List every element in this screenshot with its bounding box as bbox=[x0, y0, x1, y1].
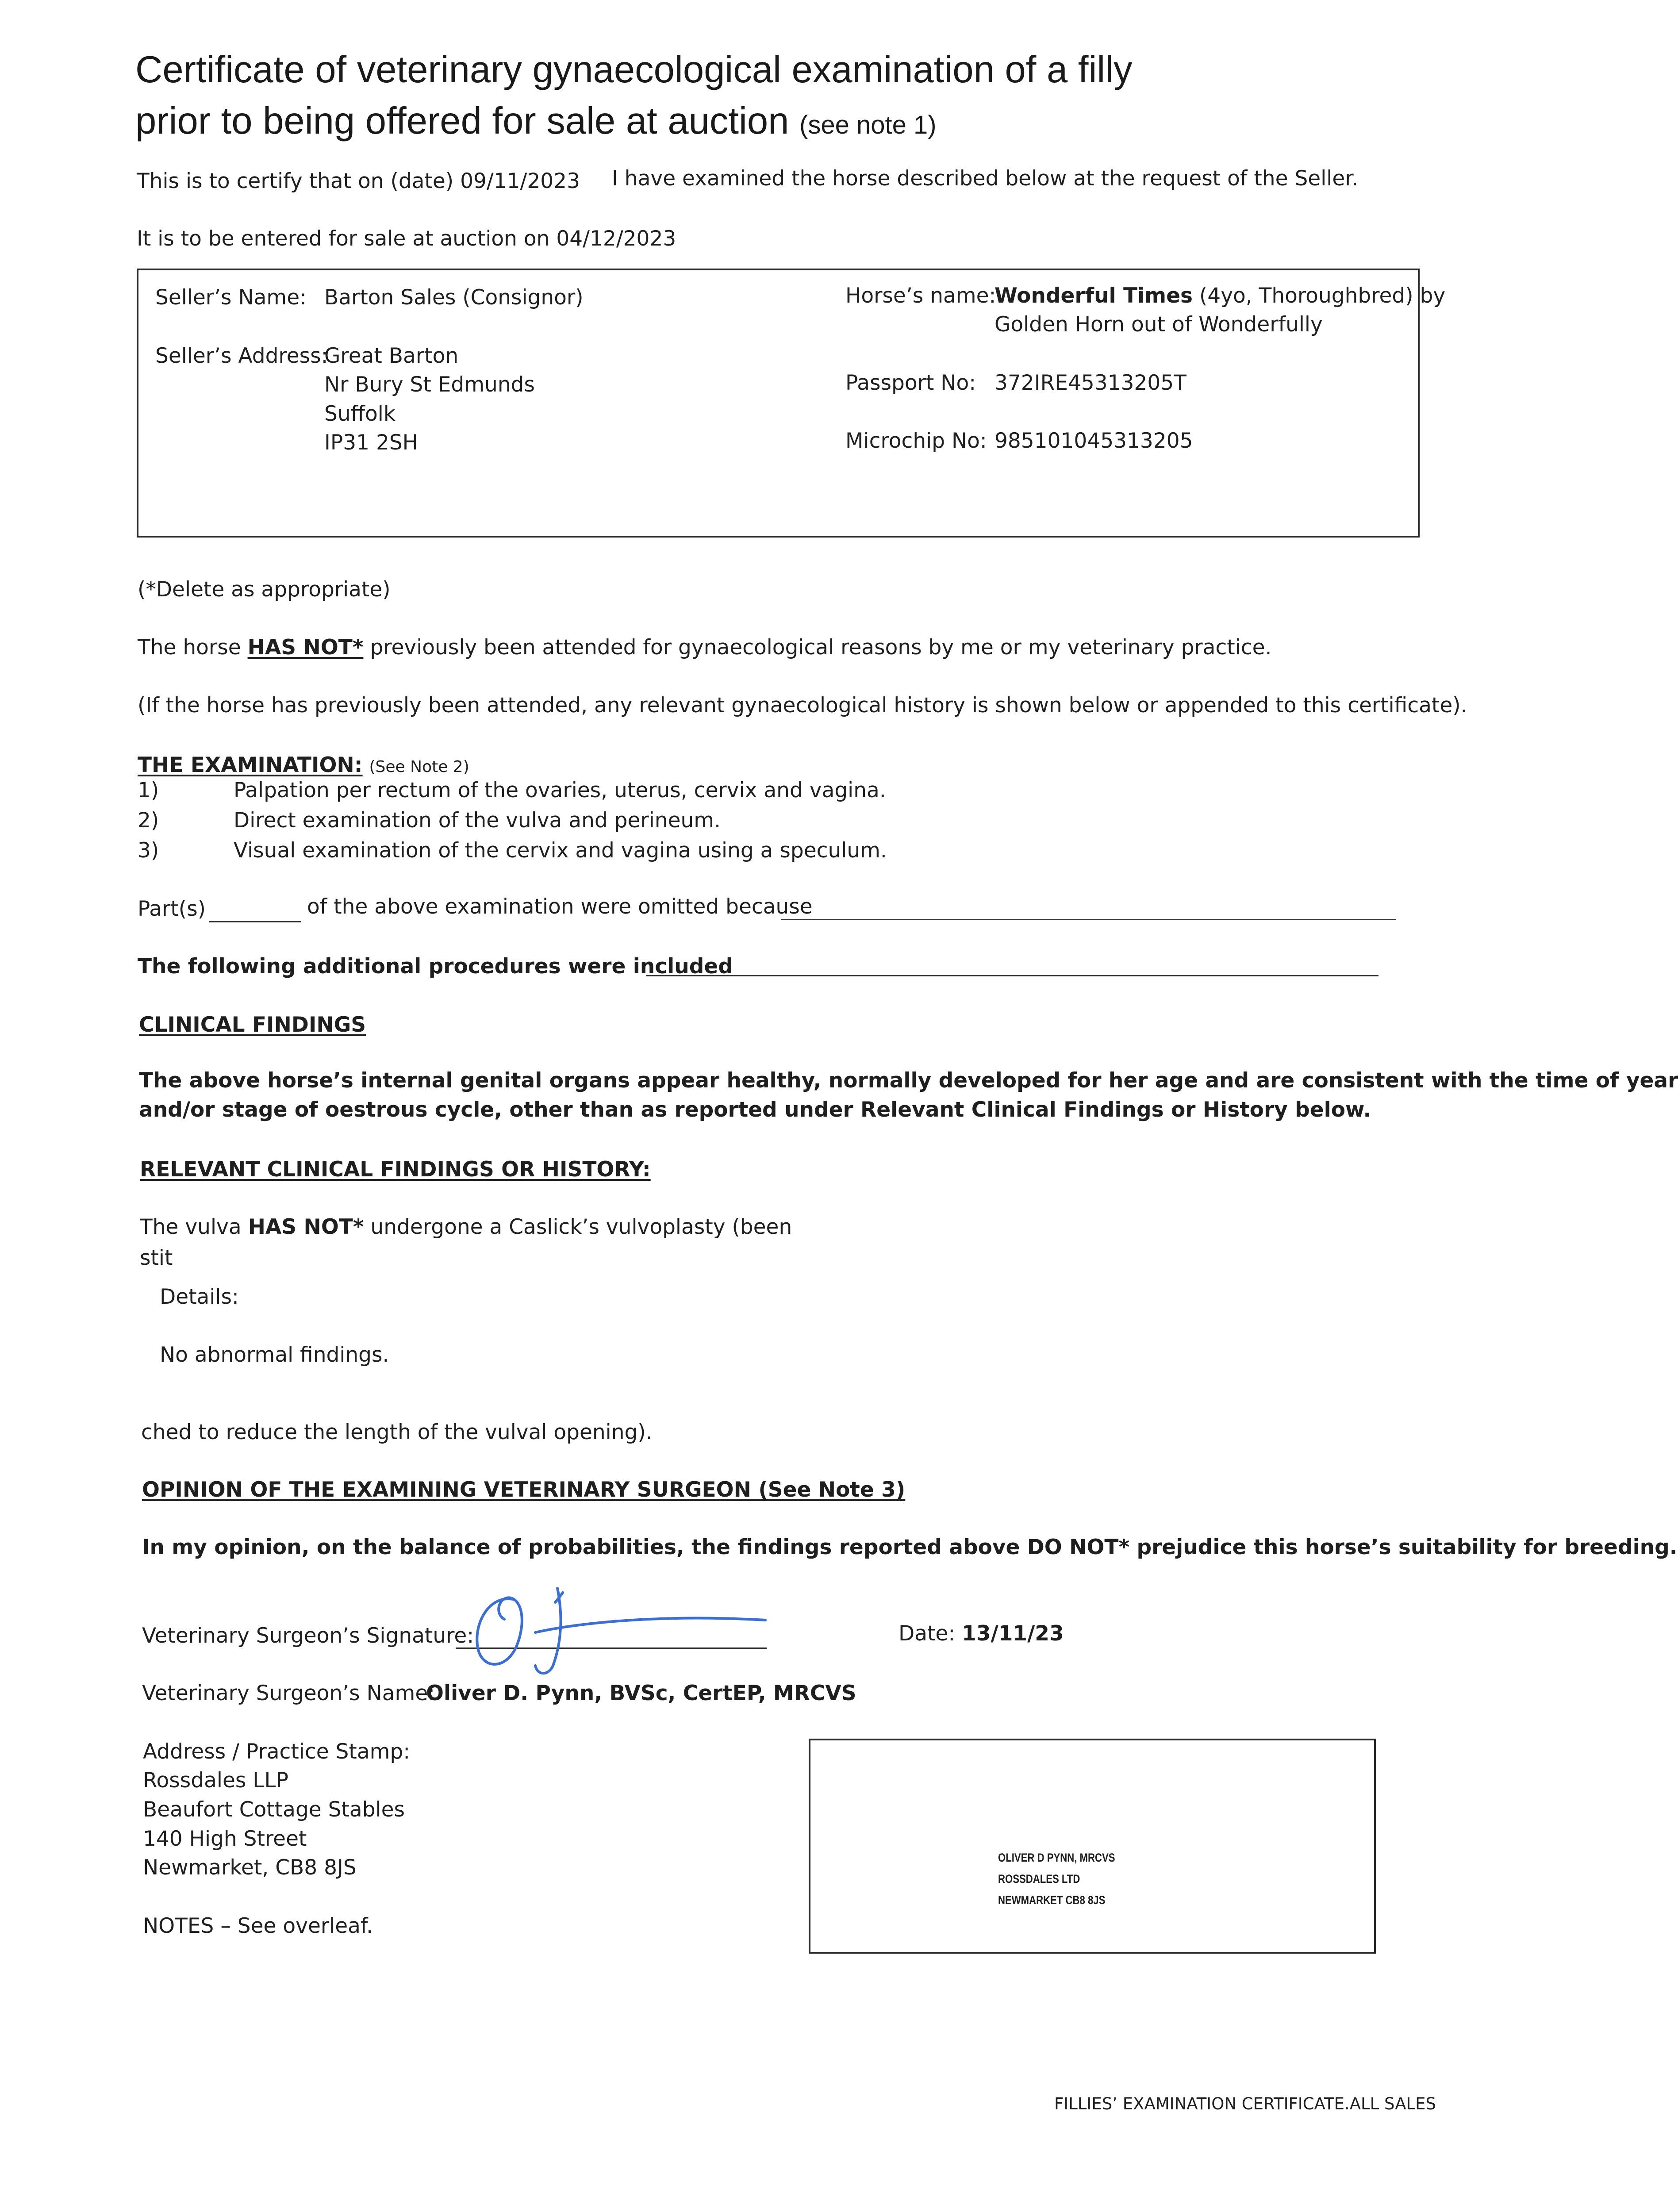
omitted-pre: Part(s) bbox=[138, 897, 206, 921]
opinion-heading: OPINION OF THE EXAMINING VETERINARY SURGEON (See Note 3) bbox=[142, 1478, 906, 1502]
passport-value: 372IRE45313205T bbox=[995, 371, 1187, 395]
details-value: No abnormal findings. bbox=[160, 1343, 389, 1367]
vulva-post: undergone a Caslick’s vulvoplasty (been bbox=[370, 1215, 792, 1239]
certify-request-text: I have examined the horse described below at the request of the Seller. bbox=[612, 166, 1359, 191]
opinion-status: DO NOT* bbox=[1027, 1535, 1130, 1559]
signature-label: Veterinary Surgeon’s Signature: bbox=[142, 1624, 474, 1648]
vet-name-value: Oliver D. Pynn, BVSc, CertEP, MRCVS bbox=[426, 1681, 856, 1705]
microchip-label: Microchip No: bbox=[845, 429, 987, 453]
attended-status: HAS NOT* bbox=[247, 635, 364, 660]
title-line-2-row bbox=[135, 96, 1133, 151]
omitted-reason-blank bbox=[781, 919, 1396, 920]
vulva-statement bbox=[140, 1214, 792, 1240]
address-line-1: Rossdales LLP bbox=[143, 1768, 289, 1793]
seller-name-value: Barton Sales (Consignor) bbox=[324, 285, 584, 310]
exam-item-2-text: Direct examination of the vulva and perineum. bbox=[234, 808, 721, 833]
notes-text: NOTES – See overleaf. bbox=[143, 1914, 373, 1938]
omitted-mid: of the above examination were omitted because bbox=[307, 895, 813, 919]
title-line-1: Certificate of veterinary gynaecological examination of a filly bbox=[135, 49, 1133, 91]
stamp-line-2: ROSSDALES LTD bbox=[998, 1872, 1080, 1886]
horse-name-label: Horse’s name: bbox=[845, 284, 996, 308]
horse-name-row bbox=[995, 283, 1445, 309]
horse-name-detail: (4yo, Thoroughbred) by bbox=[1199, 284, 1446, 308]
practice-stamp-box bbox=[809, 1739, 1376, 1954]
seller-address-line-1: Great Barton bbox=[324, 344, 459, 368]
sale-date-text: It is to be entered for sale at auction on 04/12/2023 bbox=[137, 227, 676, 251]
exam-item-1-text: Palpation per rectum of the ovaries, uterus, cervix and vagina. bbox=[234, 778, 886, 803]
signature-image bbox=[447, 1575, 783, 1681]
passport-label: Passport No: bbox=[845, 371, 976, 395]
vulva-pre: The vulva bbox=[140, 1215, 242, 1239]
seller-name-label: Seller’s Name: bbox=[155, 285, 307, 310]
clinical-findings-heading: CLINICAL FINDINGS bbox=[139, 1013, 366, 1037]
title-note: (see note 1) bbox=[799, 111, 937, 139]
opinion-statement bbox=[142, 1534, 1678, 1561]
opinion-pre: In my opinion, on the balance of probabilities, the findings reported above bbox=[142, 1535, 1020, 1559]
seller-address-line-2: Nr Bury St Edmunds bbox=[324, 373, 535, 397]
horse-breeding: Golden Horn out of Wonderfully bbox=[995, 312, 1323, 337]
clinical-findings-line-1: The above horse’s internal genital organs appear healthy, normally developed for her age and are consistent with the time of year bbox=[139, 1068, 1678, 1093]
stamp-line-1: OLIVER D PYNN, MRCVS bbox=[998, 1851, 1115, 1864]
additional-procedures-blank bbox=[646, 975, 1378, 976]
omitted-parts-blank bbox=[209, 921, 301, 922]
signature-date-row bbox=[899, 1621, 1064, 1647]
attended-pre: The horse bbox=[138, 635, 241, 660]
history-note: (If the horse has previously been attended, any relevant gynaecological history is shown below or appended to this certificate). bbox=[138, 693, 1467, 718]
certify-date-text: This is to certify that on (date) 09/11/2023 bbox=[137, 169, 580, 193]
relevant-findings-heading: RELEVANT CLINICAL FINDINGS OR HISTORY: bbox=[140, 1157, 651, 1182]
seller-address-line-4: IP31 2SH bbox=[324, 430, 419, 455]
attended-post: previously been attended for gynaecological reasons by me or my veterinary practice. bbox=[370, 635, 1272, 660]
exam-item-1-num: 1) bbox=[138, 778, 159, 803]
examination-heading-row bbox=[138, 752, 469, 780]
clinical-findings-line-2: and/or stage of oestrous cycle, other than as reported under Relevant Clinical Findings or History below. bbox=[139, 1098, 1371, 1122]
address-label: Address / Practice Stamp: bbox=[143, 1740, 411, 1764]
address-line-4: Newmarket, CB8 8JS bbox=[143, 1855, 357, 1880]
exam-item-3-num: 3) bbox=[138, 838, 159, 863]
seller-address-label: Seller’s Address: bbox=[155, 344, 328, 368]
seller-address-line-3: Suffolk bbox=[324, 402, 396, 426]
vet-name-label: Veterinary Surgeon’s Name: bbox=[142, 1681, 435, 1705]
examination-heading: THE EXAMINATION: bbox=[138, 753, 363, 777]
additional-procedures-label: The following additional procedures were included bbox=[138, 954, 733, 979]
attended-statement bbox=[138, 634, 1271, 661]
delete-note: (*Delete as appropriate) bbox=[138, 577, 391, 602]
signature-date-value: 13/11/23 bbox=[962, 1621, 1064, 1646]
signature-date-label: Date: bbox=[899, 1621, 956, 1646]
exam-item-2-num: 2) bbox=[138, 808, 159, 833]
title-line-2: prior to being offered for sale at auction bbox=[135, 100, 789, 142]
address-line-3: 140 High Street bbox=[143, 1827, 307, 1851]
footer-text: FILLIES’ EXAMINATION CERTIFICATE.ALL SALES bbox=[1054, 2094, 1436, 2113]
vulva-wrap-text: stit bbox=[140, 1246, 173, 1270]
vulva-tail-text: ched to reduce the length of the vulval opening). bbox=[141, 1420, 653, 1444]
opinion-post: prejudice this horse’s suitability for breeding. bbox=[1137, 1535, 1678, 1559]
address-line-2: Beaufort Cottage Stables bbox=[143, 1797, 405, 1822]
stamp-line-3: NEWMARKET CB8 8JS bbox=[998, 1893, 1106, 1907]
vulva-status: HAS NOT* bbox=[248, 1215, 364, 1239]
document-title bbox=[135, 44, 1133, 151]
examination-note: (See Note 2) bbox=[369, 758, 469, 776]
details-label: Details: bbox=[160, 1285, 239, 1309]
horse-name-value: Wonderful Times bbox=[995, 284, 1193, 308]
exam-item-3-text: Visual examination of the cervix and vagina using a speculum. bbox=[234, 838, 887, 863]
microchip-value: 985101045313205 bbox=[995, 429, 1193, 453]
